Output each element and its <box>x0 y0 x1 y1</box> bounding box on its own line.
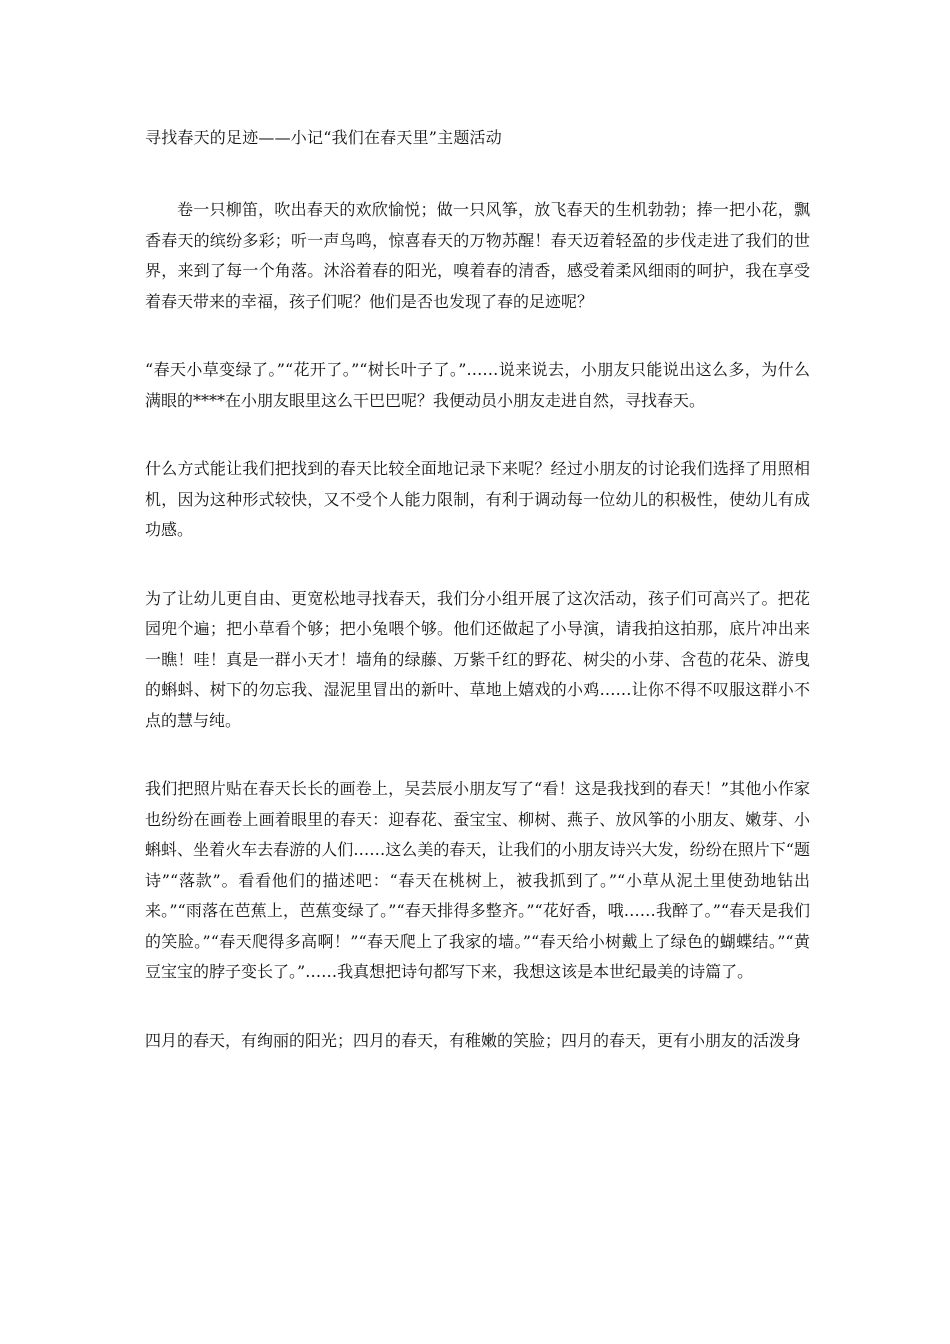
document-title: 寻找春天的足迹——小记“我们在春天里”主题活动 <box>145 128 502 147</box>
document-page <box>145 124 810 1094</box>
paragraph-group-activity: 为了让幼儿更自由、更宽松地寻找春天，我们分小组开展了这次活动，孩子们可高兴了。把花园兜个遍；把小草看个够；把小兔喂个够。他们还做起了小导演，请我拍这拍那，底片冲出来一瞧！哇！真是一群小天才！墙角的绿藤、万紫千红的野花、树尖的小芽、含苞的花朵、游曳的蝌蚪、树下的勿忘我、湿泥里冒出的新叶、草地上嬉戏的小鸡……让你不得不叹服这群小不点的慧与纯。 <box>145 588 810 730</box>
paragraph-april-spring: 四月的春天，有绚丽的阳光；四月的春天，有稚嫩的笑脸；四月的春天，更有小朋友的活泼身 <box>145 1030 802 1050</box>
paragraph-camera-method: 什么方式能让我们把找到的春天比较全面地记录下来呢？经过小朋友的讨论我们选择了用照相机，因为这种形式较快，又不受个人能力限制，有利于调动每一位幼儿的积极性，使幼儿有成功感。 <box>145 459 810 539</box>
paragraph-children-quotes: “春天小草变绿了。”“花开了。”“树长叶子了。”……说来说去，小朋友只能说出这么多，为什么满眼的****在小朋友眼里这么干巴巴呢？我便动员小朋友走进自然，寻找春天。 <box>145 360 810 410</box>
paragraph-picture-scroll: 我们把照片贴在春天长长的画卷上，吴芸辰小朋友写了“看！这是我找到的春天！”其他小作家也纷纷在画卷上画着眼里的春天：迎春花、蚕宝宝、柳树、燕子、放风筝的小朋友、嫩芽、小蝌蚪、坐着火车去春游的人们……这么美的春天，让我们的小朋友诗兴大发，纷纷在照片下“题诗”“落款”。看看他们的描述吧：“春天在桃树上，被我抓到了。”“小草从泥土里使劲地钻出来。”“雨落在芭蕉上，芭蕉变绿了。”“春天排得多整齐。”“花好香，哦……我醉了。”“春天是我们的笑脸。”“春天爬得多高啊！”“春天爬上了我家的墙。”“春天给小树戴上了绿色的蝴蝶结。”“黄豆宝宝的脖子变长了。”……我真想把诗句都写下来，我想这该是本世纪最美的诗篇了。 <box>145 779 810 981</box>
paragraph-intro: 卷一只柳笛，吹出春天的欢欣愉悦；做一只风筝，放飞春天的生机勃勃；捧一把小花，飘香春天的缤纷多彩；听一声鸟鸣，惊喜春天的万物苏醒！春天迈着轻盈的步伐走进了我们的世界，来到了每一个角落。沐浴着春的阳光，嗅着春的清香，感受着柔风细雨的呵护，我在享受着春天带来的幸福，孩子们呢？他们是否也发现了春的足迹呢？ <box>145 200 810 311</box>
